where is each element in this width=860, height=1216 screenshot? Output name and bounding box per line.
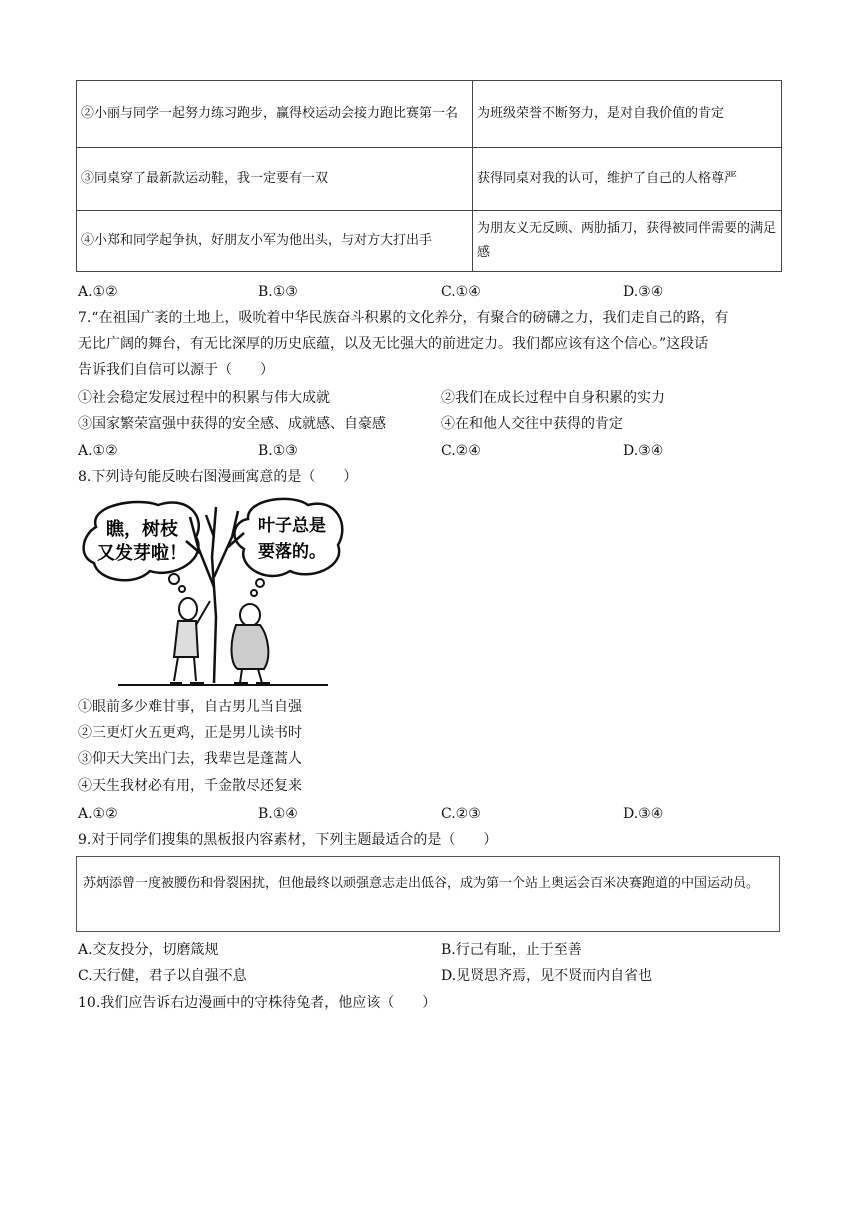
right-speech-bubble — [234, 499, 342, 576]
q8-item-3: ③仰天大笑出门去，我辈岂是蓬蒿人 — [78, 751, 302, 767]
table-row — [77, 211, 782, 272]
q6-row4-right: 为朋友义无反顾、两肋插刀，获得被同伴需要的满足感 — [473, 211, 782, 272]
q7-item-4: ④在和他人交往中获得的肯定 — [441, 416, 623, 432]
q8-option-c: C.②③ — [441, 806, 481, 822]
q8-cartoon — [78, 497, 350, 689]
optimist-figure — [170, 598, 210, 683]
q6-row3-left: ③同桌穿了最新款运动鞋，我一定要有一双 — [77, 148, 473, 211]
q8-item-4: ④天生我材必有用，千金散尽还复来 — [78, 778, 302, 794]
q8-stem: 8.下列诗句能反映右图漫画寓意的是（ ） — [78, 469, 358, 485]
table-row — [77, 81, 782, 148]
right-bubble-line2: 要落的。 — [258, 542, 326, 562]
q6-row4-left: ④小郑和同学起争执，好朋友小军为他出头，与对方大打出手 — [77, 211, 473, 272]
pessimist-figure — [232, 604, 270, 683]
q6-row2-right: 为班级荣誉不断努力，是对自我价值的肯定 — [473, 81, 782, 148]
table-row — [77, 148, 782, 211]
q6-row2-left: ②小丽与同学一起努力练习跑步，赢得校运动会接力跑比赛第一名 — [77, 81, 473, 148]
left-speech-bubble — [84, 502, 199, 580]
q7-option-a: A.①② — [78, 443, 118, 459]
q7-item-2: ②我们在成长过程中自身积累的实力 — [441, 390, 665, 406]
right-bubble-line1: 叶子总是 — [258, 516, 326, 536]
q6-option-a: A.①② — [78, 284, 118, 300]
q8-option-a: A.①② — [78, 806, 118, 822]
q6-option-b: B.①③ — [258, 284, 298, 300]
q7-stem-line2: 无比广阔的舞台，有无比深厚的历史底蕴，以及无比强大的前进定力。我们都应该有这个信心。”这段话 — [78, 336, 709, 352]
q10-stem: 10.我们应告诉右边漫画中的守株待兔者，他应该（ ） — [78, 995, 437, 1011]
q7-item-1: ①社会稳定发展过程中的积累与伟大成就 — [78, 390, 330, 406]
q9-option-b: B.行己有耻，止于至善 — [441, 942, 582, 958]
q9-material-box: 苏炳添曾一度被腰伤和骨裂困扰，但他最终以顽强意志走出低谷，成为第一个站上奥运会百米决赛跑道的中国运动员。 — [76, 856, 780, 932]
q7-option-d: D.③④ — [623, 443, 664, 459]
q6-row3-right: 获得同桌对我的认可，维护了自己的人格尊严 — [473, 148, 782, 211]
q9-option-d: D.见贤思齐焉，见不贤而内自省也 — [441, 968, 653, 984]
q7-stem-line1: 7.“在祖国广袤的土地上，吸吮着中华民族奋斗积累的文化养分，有聚合的磅礴之力，我们走自己的路，有 — [78, 310, 729, 326]
q9-stem: 9.对于同学们搜集的黑板报内容素材，下列主题最适合的是（ ） — [78, 832, 498, 848]
left-bubble-line1: 瞧，树枝 — [106, 519, 178, 540]
q6-table — [76, 80, 782, 272]
q7-stem-line3: 告诉我们自信可以源于（ ） — [78, 362, 274, 378]
q9-option-a: A.交友投分，切磨箴规 — [78, 942, 219, 958]
q6-option-c: C.①④ — [441, 284, 481, 300]
q9-option-c: C.天行健，君子以自强不息 — [78, 968, 247, 984]
q7-option-c: C.②④ — [441, 443, 481, 459]
q6-option-d: D.③④ — [623, 284, 664, 300]
q7-option-b: B.①③ — [258, 443, 298, 459]
q8-item-2: ②三更灯火五更鸡，正是男儿读书时 — [78, 725, 302, 741]
q8-option-b: B.①④ — [258, 806, 298, 822]
q8-option-d: D.③④ — [623, 806, 664, 822]
q8-item-1: ①眼前多少难甘事，自古男儿当自强 — [78, 699, 302, 715]
q7-item-3: ③国家繁荣富强中获得的安全感、成就感、自豪感 — [78, 416, 386, 432]
left-bubble-line2: 又发芽啦！ — [97, 543, 187, 564]
